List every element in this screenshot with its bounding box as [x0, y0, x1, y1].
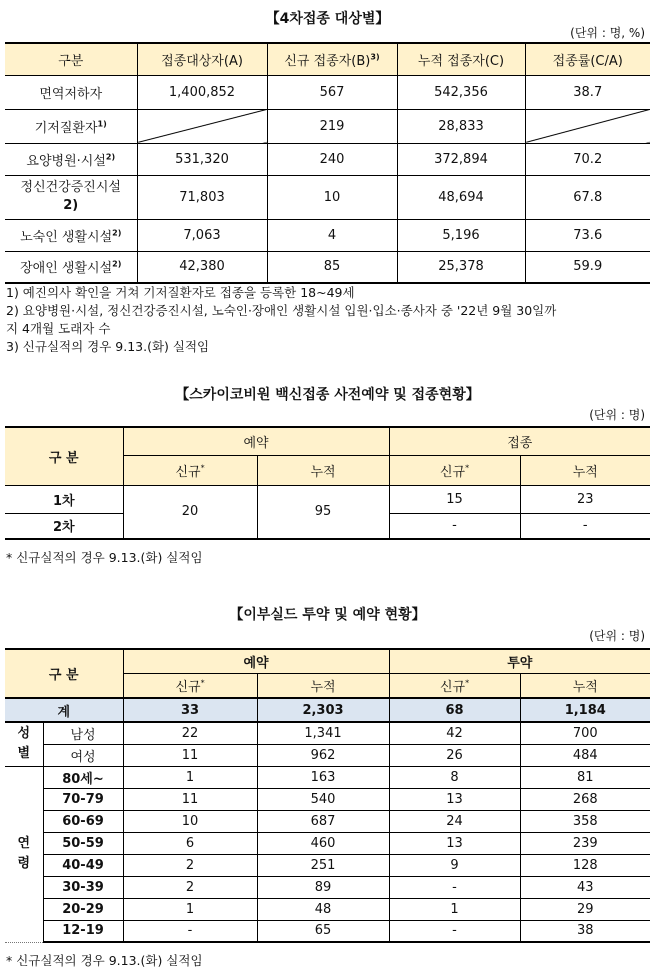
cell: 358 — [520, 810, 650, 832]
cell: 962 — [257, 744, 389, 766]
cell: 29 — [520, 898, 650, 920]
cell: 22 — [123, 722, 257, 744]
table-row — [5, 788, 650, 810]
cell: 26 — [389, 744, 520, 766]
row-label: 40-49 — [43, 854, 123, 876]
table-row — [5, 219, 650, 251]
table-row — [5, 485, 650, 513]
row-label-sup: 2) — [63, 198, 79, 213]
row-label: 남성 — [43, 722, 123, 744]
cell: 13 — [389, 832, 520, 854]
cell: 43 — [520, 876, 650, 898]
subheader-new-sup: * — [465, 678, 470, 688]
cell: 24 — [389, 810, 520, 832]
cell-target: 42,380 — [137, 251, 267, 283]
table-row — [5, 75, 650, 109]
cell-rate: 59.9 — [525, 251, 650, 283]
table-row — [5, 175, 650, 219]
subheader-cumulative: 누적 — [520, 455, 650, 485]
cell: 128 — [520, 854, 650, 876]
row-label-sup: 2) — [112, 259, 122, 269]
cell: 163 — [257, 766, 389, 788]
cell-reservation-new: 20 — [123, 485, 257, 539]
footnote-1: 1) 예진의사 확인을 거쳐 기저질환자로 접종을 등록한 18~49세 — [6, 285, 355, 300]
table-header-row — [5, 649, 650, 673]
subheader-new-label: 신규 — [175, 464, 201, 480]
row-label-sup: 2) — [105, 152, 116, 162]
table-header-row — [5, 427, 650, 455]
cell-reservation-cumulative: 95 — [257, 485, 389, 539]
row-label-text: 기저질환자 — [34, 120, 98, 136]
sex-group-label: 성별 — [5, 722, 43, 766]
cell: 11 — [123, 744, 257, 766]
row-label: 70-79 — [43, 788, 123, 810]
cell-cumulative: 5,196 — [397, 219, 525, 251]
table-row — [5, 920, 650, 942]
subheader-new-sup: * — [200, 678, 205, 688]
cell: 8 — [389, 766, 520, 788]
cell-target: 1,400,852 — [137, 75, 267, 109]
cell: 65 — [257, 920, 389, 942]
cell: 6 — [123, 832, 257, 854]
row-label: 60-69 — [43, 810, 123, 832]
cell: - — [389, 876, 520, 898]
cell-cumulative: 25,378 — [397, 251, 525, 283]
header-target: 접종대상자(A) — [137, 43, 267, 75]
row-label-sup: 1) — [97, 119, 107, 129]
cell: 1 — [123, 766, 257, 788]
subheader-new — [389, 455, 520, 485]
total-label: 계 — [5, 698, 123, 722]
cell: 268 — [520, 788, 650, 810]
cell-rate: 67.8 — [525, 175, 650, 219]
section1-notes — [6, 284, 556, 356]
row-label — [5, 109, 137, 143]
footnote-3: 3) 신규실적의 경우 9.13.(화) 실적임 — [6, 339, 210, 354]
section1-title: 【4차접종 대상별】 — [265, 11, 390, 27]
evusheld-table — [5, 648, 650, 943]
table-row — [5, 810, 650, 832]
cell: 460 — [257, 832, 389, 854]
table-row — [5, 109, 650, 143]
header-category: 구 분 — [5, 649, 123, 698]
cell-new: 219 — [267, 109, 397, 143]
cell-cumulative: 28,833 — [397, 109, 525, 143]
footnote-2-cont: 지 4개월 도래자 수 — [6, 321, 111, 336]
section3-unit: (단위 : 명) — [589, 629, 645, 643]
header-new-label: 신규 접종자(B) — [284, 53, 371, 69]
cell-rate: 38.7 — [525, 75, 650, 109]
cell: 89 — [257, 876, 389, 898]
row-label — [5, 219, 137, 251]
header-category: 구분 — [5, 43, 137, 75]
section2-title: 【스카이코비원 백신접종 사전예약 및 접종현황】 — [175, 387, 480, 403]
header-new-sup: 3) — [370, 52, 380, 62]
subheader-new — [389, 673, 520, 698]
row-label: 여성 — [43, 744, 123, 766]
vaccination-4th-dose-table — [5, 42, 650, 284]
table-row — [5, 898, 650, 920]
row-label: 12-19 — [43, 920, 123, 942]
table-row — [5, 832, 650, 854]
row-label — [5, 251, 137, 283]
cell: 38 — [520, 920, 650, 942]
subheader-new-label: 신규 — [439, 464, 466, 480]
row-label: 20-29 — [43, 898, 123, 920]
cell-new: 10 — [267, 175, 397, 219]
row-label-sup: 2) — [112, 228, 122, 238]
subheader-new — [123, 673, 257, 698]
row-label: 30-39 — [43, 876, 123, 898]
cell: - — [389, 920, 520, 942]
section2-unit: (단위 : 명) — [589, 408, 645, 422]
cell: 11 — [123, 788, 257, 810]
cell-cumulative: 542,356 — [397, 75, 525, 109]
row-label-text: 요양병원·시설 — [26, 153, 106, 169]
cell: 2 — [123, 854, 257, 876]
age-group-label: 연령 — [5, 766, 43, 942]
cell: 239 — [520, 832, 650, 854]
row-label: 면역저하자 — [5, 75, 137, 109]
cell-target: 7,063 — [137, 219, 267, 251]
cell: 540 — [257, 788, 389, 810]
subheader-new — [123, 455, 257, 485]
cell-new: 567 — [267, 75, 397, 109]
header-vaccination: 접종 — [389, 427, 650, 455]
header-administration: 투약 — [389, 649, 650, 673]
cell: 700 — [520, 722, 650, 744]
row-label-text: 노숙인 생활시설 — [20, 229, 113, 245]
table-header-row — [5, 43, 650, 75]
cell: 42 — [389, 722, 520, 744]
cell: 10 — [123, 810, 257, 832]
cell-new: 240 — [267, 143, 397, 175]
cell: - — [123, 920, 257, 942]
subheader-cumulative: 누적 — [257, 673, 389, 698]
cell: 81 — [520, 766, 650, 788]
cell: 687 — [257, 810, 389, 832]
cell-rate: 70.2 — [525, 143, 650, 175]
cell: 48 — [257, 898, 389, 920]
subheader-new-sup: * — [200, 463, 205, 473]
section3-title: 【이부실드 투약 및 예약 현황】 — [229, 607, 426, 623]
header-reservation: 예약 — [123, 649, 389, 673]
cell-vaccination-cumulative: - — [520, 513, 650, 539]
cell: 9 — [389, 854, 520, 876]
header-rate: 접종률(C/A) — [525, 43, 650, 75]
total-administration-cumulative: 1,184 — [520, 698, 650, 722]
subheader-cumulative: 누적 — [257, 455, 389, 485]
table-row — [5, 744, 650, 766]
cell-target: 71,803 — [137, 175, 267, 219]
cell-vaccination-cumulative: 23 — [520, 485, 650, 513]
cell: 484 — [520, 744, 650, 766]
cell-new: 85 — [267, 251, 397, 283]
subheader-cumulative: 누적 — [520, 673, 650, 698]
subheader-new-label: 신규 — [175, 679, 201, 695]
row-label-text: 장애인 생활시설 — [20, 261, 113, 277]
section3-note: * 신규실적의 경우 9.13.(화) 실적임 — [6, 953, 203, 968]
row-label: 1차 — [5, 485, 123, 513]
row-label-text: 정신건강증진시설 — [20, 180, 121, 195]
cell-vaccination-new: - — [389, 513, 520, 539]
total-reservation-cumulative: 2,303 — [257, 698, 389, 722]
cell: 2 — [123, 876, 257, 898]
cell-rate: 73.6 — [525, 219, 650, 251]
cell-target: 531,320 — [137, 143, 267, 175]
cell-cumulative: 48,694 — [397, 175, 525, 219]
cell: 1 — [123, 898, 257, 920]
total-reservation-new: 33 — [123, 698, 257, 722]
cell-rate-na — [525, 109, 650, 143]
cell-target-na — [137, 109, 267, 143]
header-category: 구 분 — [5, 427, 123, 485]
table-row — [5, 876, 650, 898]
row-label: 80세~ — [43, 766, 123, 788]
row-label — [5, 175, 137, 219]
section2-note: * 신규실적의 경우 9.13.(화) 실적임 — [6, 550, 203, 565]
section1-unit: (단위 : 명, %) — [570, 26, 645, 40]
cell-new: 4 — [267, 219, 397, 251]
header-cumulative: 누적 접종자(C) — [397, 43, 525, 75]
footnote-2: 2) 요양병원·시설, 정신건강증진시설, 노숙인·장애인 생활시설 입원·입소·종사자 중 '22년 9월 30일까 — [6, 303, 557, 318]
header-reservation: 예약 — [123, 427, 389, 455]
skycovione-table — [5, 426, 650, 540]
total-administration-new: 68 — [389, 698, 520, 722]
header-new — [267, 43, 397, 75]
table-row — [5, 854, 650, 876]
cell: 1,341 — [257, 722, 389, 744]
total-row — [5, 698, 650, 722]
cell: 251 — [257, 854, 389, 876]
table-row — [5, 143, 650, 175]
table-row — [5, 722, 650, 744]
subheader-new-sup: * — [465, 463, 470, 473]
table-row — [5, 251, 650, 283]
cell: 13 — [389, 788, 520, 810]
row-label — [5, 143, 137, 175]
row-label: 2차 — [5, 513, 123, 539]
cell: 1 — [389, 898, 520, 920]
cell-cumulative: 372,894 — [397, 143, 525, 175]
row-label: 50-59 — [43, 832, 123, 854]
cell-vaccination-new: 15 — [389, 485, 520, 513]
subheader-new-label: 신규 — [439, 679, 466, 695]
table-row — [5, 766, 650, 788]
